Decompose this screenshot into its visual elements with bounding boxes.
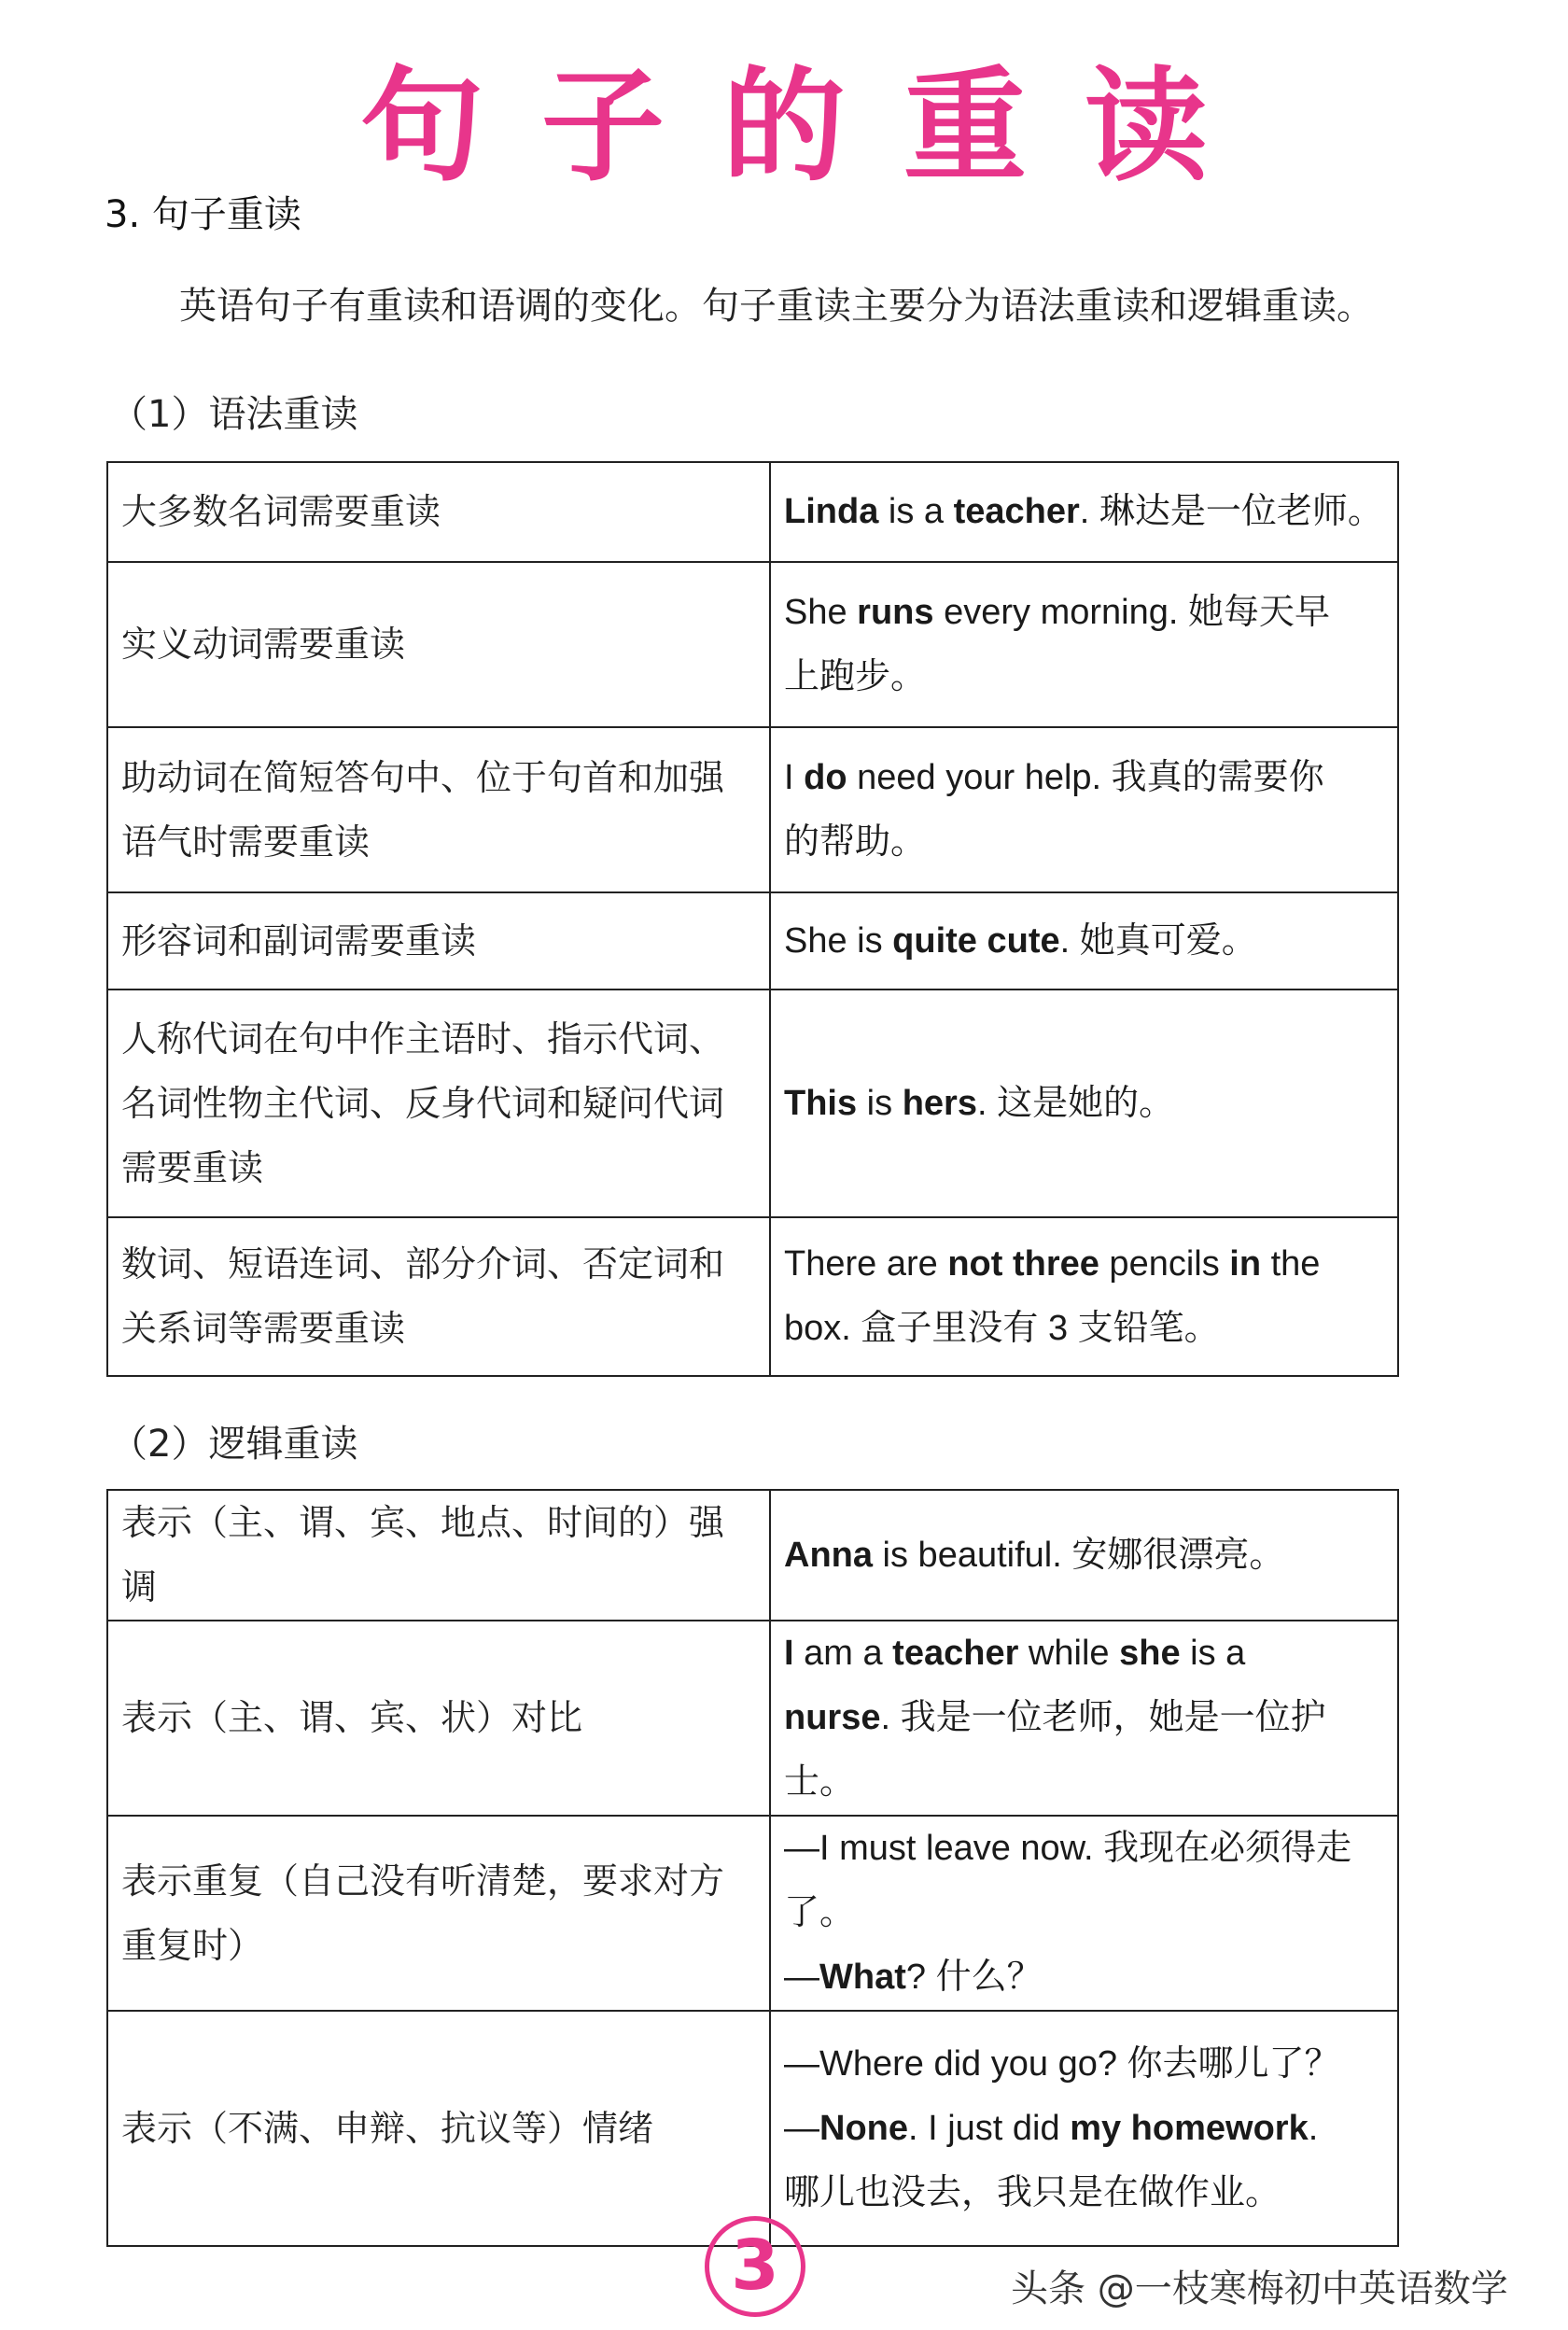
rule-text: 重复时） (121, 1924, 264, 1966)
example-line (784, 1945, 1384, 2010)
example-text: while (1018, 1634, 1120, 1673)
example-cell (770, 1816, 1398, 2011)
example-cell (770, 1490, 1398, 1621)
stressed-word: nurse (784, 1698, 881, 1737)
rule-cell (107, 1621, 770, 1816)
stressed-word: she (1119, 1634, 1181, 1673)
example-cell (770, 990, 1398, 1217)
example-line (784, 2097, 1384, 2161)
stressed-word: do (804, 757, 847, 797)
example-text: — (784, 1958, 819, 1997)
example-line (784, 1523, 1384, 1588)
example-cell (770, 1217, 1398, 1376)
example-line (784, 2032, 1384, 2097)
rule-text: 助动词在简短答句中、位于句首和加强 (121, 756, 725, 798)
example-cell (770, 562, 1398, 727)
stressed-word: in (1229, 1244, 1262, 1284)
example-text: —Where did you go? 你去哪儿了？ (784, 2043, 1340, 2084)
example-text: . 这是她的。 (976, 1083, 1175, 1123)
example-text: is (857, 1083, 903, 1123)
stressed-word: Linda (784, 492, 879, 531)
example-line (784, 1621, 1384, 1686)
stressed-word: teacher (892, 1634, 1019, 1673)
grammar-stress-heading: （1）语法重读 (110, 393, 358, 436)
table-row (107, 727, 1398, 892)
example-text: . I just did (908, 2108, 1071, 2148)
rule-cell (107, 990, 770, 1217)
grammar-stress-table (106, 461, 1399, 1377)
example-text: . 她真可爱。 (1059, 920, 1257, 961)
stressed-word: I (784, 1634, 794, 1673)
stressed-word: This (784, 1083, 858, 1123)
table-row (107, 2011, 1398, 2246)
example-text: 上跑步。 (784, 656, 927, 696)
example-text: pencils (1099, 1244, 1230, 1284)
rule-text: 名词性物主代词、反身代词和疑问代词 (121, 1082, 725, 1124)
example-cell (770, 462, 1398, 562)
stressed-word: Anna (784, 1535, 873, 1575)
example-line (784, 645, 1384, 709)
example-line (784, 1686, 1384, 1815)
stressed-word: What (819, 1958, 906, 1997)
stressed-word: quite cute (892, 920, 1060, 961)
stressed-word: hers (902, 1083, 977, 1123)
logic-stress-heading: （2）逻辑重读 (110, 1423, 358, 1466)
example-text: I (784, 757, 805, 797)
page-title: 句子的重读 (360, 55, 1266, 199)
example-text: —I must leave now. 我现在必须得走了。 (784, 1829, 1352, 1932)
example-text: 的帮助。 (784, 821, 927, 862)
example-text: box. 盒子里没有 3 支铅笔。 (784, 1309, 1220, 1348)
example-cell (770, 1621, 1398, 1816)
stressed-word: my homework (1070, 2108, 1309, 2148)
example-cell (770, 727, 1398, 892)
example-text: the (1261, 1244, 1321, 1284)
example-line (784, 909, 1384, 974)
example-line (784, 1817, 1384, 1945)
page-number-badge: 3 (705, 2216, 805, 2317)
rule-text: 大多数名词需要重读 (121, 491, 441, 532)
example-text: ? 什么？ (905, 1958, 1043, 1997)
example-text: is a (1180, 1634, 1246, 1673)
stressed-word: not three (947, 1244, 1099, 1284)
rule-cell (107, 462, 770, 562)
rule-text: 数词、短语连词、部分介词、否定词和 (121, 1243, 725, 1284)
rule-text: 语气时需要重读 (121, 821, 371, 863)
example-text: . (1308, 2108, 1319, 2148)
rule-cell (107, 1217, 770, 1376)
rule-text: 表示（不满、申辩、抗议等）情绪 (121, 2107, 654, 2149)
example-line (784, 480, 1384, 544)
table-row (107, 892, 1398, 990)
example-text: is a (878, 492, 954, 531)
example-line (784, 1232, 1384, 1297)
example-line (784, 2161, 1384, 2225)
example-text: . 琳达是一位老师。 (1079, 492, 1383, 531)
example-text: . 我是一位老师，她是一位护士。 (784, 1698, 1326, 1802)
section-heading: 3. 句子重读 (105, 193, 301, 236)
rule-text: 需要重读 (121, 1146, 264, 1188)
rule-text: 表示（主、谓、宾、地点、时间的）强调 (121, 1502, 725, 1607)
stressed-word: None (819, 2108, 908, 2148)
example-text: She (784, 592, 858, 632)
table-row (107, 1621, 1398, 1816)
example-line (784, 1072, 1384, 1136)
table-row (107, 990, 1398, 1217)
example-line (784, 746, 1384, 810)
rule-cell (107, 2011, 770, 2246)
example-line (784, 1297, 1384, 1361)
rule-text: 表示重复（自己没有听清楚，要求对方 (121, 1860, 725, 1902)
rule-text: 实义动词需要重读 (121, 624, 406, 665)
rule-cell (107, 562, 770, 727)
rule-cell (107, 1816, 770, 2011)
example-text: need your help. 我真的需要你 (847, 757, 1324, 797)
rule-text: 关系词等需要重读 (121, 1308, 406, 1349)
rule-text: 表示（主、谓、宾、状）对比 (121, 1697, 583, 1738)
rule-cell (107, 892, 770, 990)
table-row (107, 562, 1398, 727)
example-text: is beautiful. 安娜很漂亮。 (873, 1535, 1285, 1575)
example-text: am a (793, 1634, 893, 1673)
example-text: There are (784, 1244, 948, 1284)
stressed-word: runs (857, 592, 934, 632)
watermark: 头条 @一枝寒梅初中英语数学 (1011, 2267, 1508, 2310)
example-line (784, 810, 1384, 875)
intro-paragraph: 英语句子有重读和语调的变化。句子重读主要分为语法重读和逻辑重读。 (179, 285, 1374, 328)
example-text: 哪儿也没去，我只是在做作业。 (784, 2172, 1281, 2212)
example-text: She is (784, 920, 893, 961)
table-row (107, 1816, 1398, 2011)
rule-text: 人称代词在句中作主语时、指示代词、 (121, 1018, 725, 1060)
table-row (107, 1490, 1398, 1621)
example-text: — (784, 2108, 819, 2148)
rule-text: 形容词和副词需要重读 (121, 919, 477, 961)
stressed-word: teacher (953, 492, 1080, 531)
example-line (784, 581, 1384, 645)
table-row (107, 462, 1398, 562)
example-cell (770, 892, 1398, 990)
logic-stress-table (106, 1489, 1399, 2247)
example-text: every morning. 她每天早 (933, 592, 1330, 632)
rule-cell (107, 727, 770, 892)
example-cell (770, 2011, 1398, 2246)
rule-cell (107, 1490, 770, 1621)
table-row (107, 1217, 1398, 1376)
